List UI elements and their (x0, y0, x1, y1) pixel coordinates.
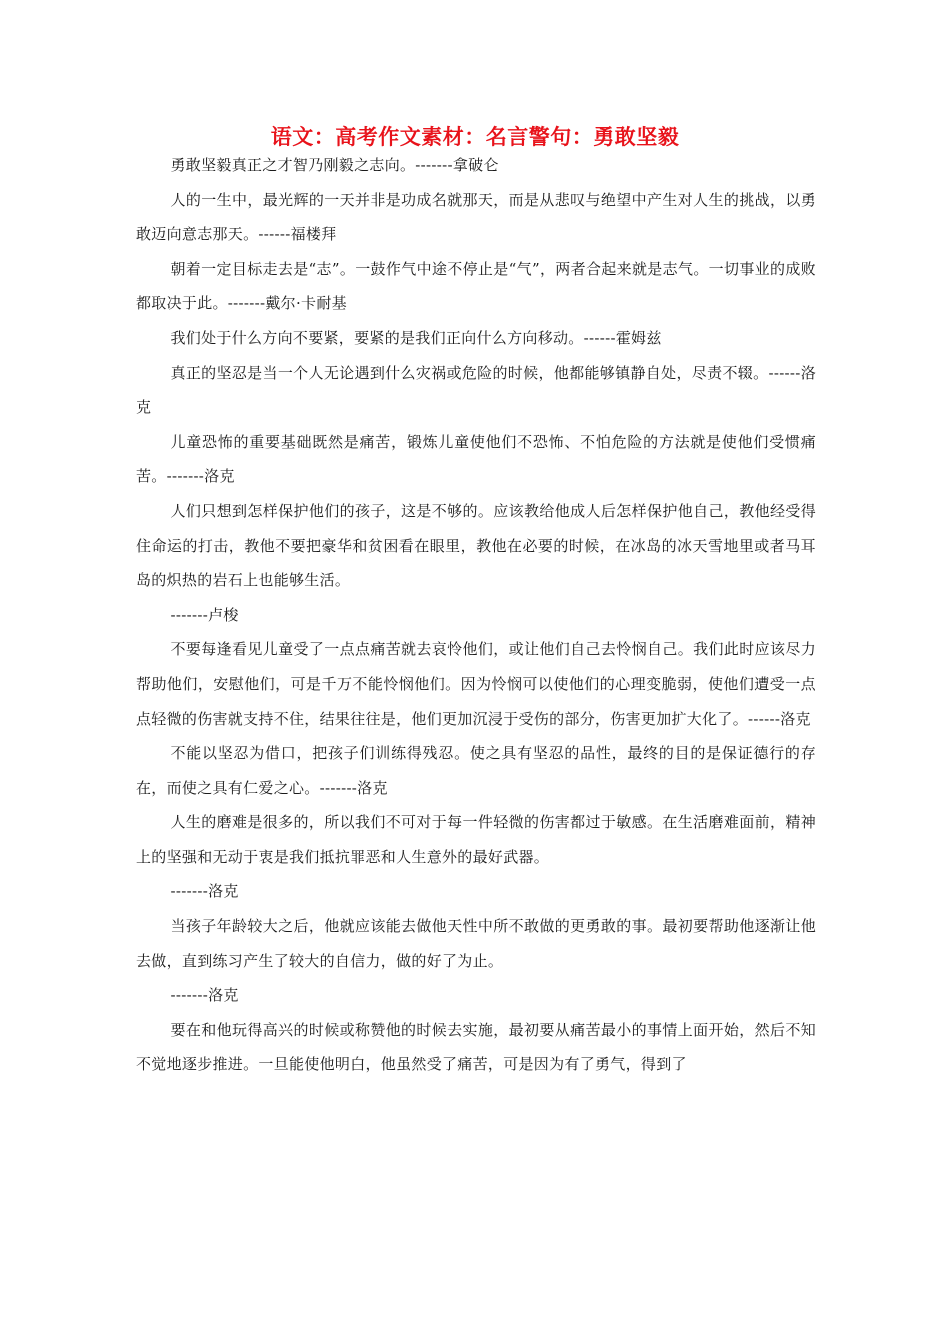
quote-paragraph: 当孩子年龄较大之后，他就应该能去做他天性中所不敢做的更勇敢的事。最初要帮助他逐渐让他去做，直到练习产生了较大的自信力，做的好了为止。 (136, 917, 816, 970)
quote-paragraph: 我们处于什么方向不要紧，要紧的是我们正向什么方向移动。------霍姆兹 (170, 328, 662, 347)
quote-attribution: -------洛克 (170, 882, 239, 901)
quote-paragraph: 不要每逢看见儿童受了一点点痛苦就去哀怜他们，或让他们自己去怜悯自己。我们此时应该尽力帮助他们，安慰他们，可是千万不能怜悯他们。因为怜悯可以使他们的心理变脆弱，使他们遭受一点点轻微的伤害就支持不住，结果往往是，他们更加沉浸于受伤的部分，伤害更加扩大化了。------洛克 (136, 640, 816, 728)
quote-paragraph: 人生的磨难是很多的，所以我们不可对于每一件轻微的伤害都过于敏感。在生活磨难面前，精神上的坚强和无动于衷是我们抵抗罪恶和人生意外的最好武器。 (136, 813, 816, 866)
document-title: 语文：高考作文素材：名言警句：勇敢坚毅 (270, 124, 680, 149)
quote-attribution: -------卢梭 (170, 605, 239, 624)
quote-paragraph: 朝着一定目标走去是“志”。一鼓作气中途不停止是“气”，两者合起来就是志气。一切事业的成败都取决于此。-------戴尔·卡耐基 (136, 259, 816, 313)
quote-paragraph: 真正的坚忍是当一个人无论遇到什么灾祸或危险的时候，他都能够镇静自处，尽责不辍。------洛克 (136, 363, 816, 417)
quote-paragraph: 要在和他玩得高兴的时候或称赞他的时候去实施，最初要从痛苦最小的事情上面开始，然后不知不觉地逐步推进。一旦能使他明白，他虽然受了痛苦，可是因为有了勇气，得到了 (136, 1020, 816, 1074)
quote-paragraph: 人们只想到怎样保护他们的孩子，这是不够的。应该教给他成人后怎样保护他自己，教他经受得住命运的打击，教他不要把豪华和贫困看在眼里，教他在必要的时候，在冰岛的冰天雪地里或者马耳岛的炽热的岩石上也能够生活。 (136, 501, 816, 590)
quote-paragraph: 勇敢坚毅真正之才智乃刚毅之志向。-------拿破仑 (170, 156, 499, 174)
document-body (136, 148, 816, 1082)
quote-paragraph: 不能以坚忍为借口，把孩子们训练得残忍。使之具有坚忍的品性，最终的目的是保证德行的存在，而使之具有仁爱之心。-------洛克 (136, 744, 816, 797)
quote-paragraph: 儿童恐怖的重要基础既然是痛苦，锻炼儿童使他们不恐怖、不怕危险的方法就是使他们受惯痛苦。-------洛克 (136, 432, 816, 486)
quote-attribution: -------洛克 (170, 986, 239, 1005)
quote-paragraph: 人的一生中，最光辉的一天并非是功成名就那天，而是从悲叹与绝望中产生对人生的挑战，以勇敢迈向意志那天。------福楼拜 (136, 190, 816, 244)
